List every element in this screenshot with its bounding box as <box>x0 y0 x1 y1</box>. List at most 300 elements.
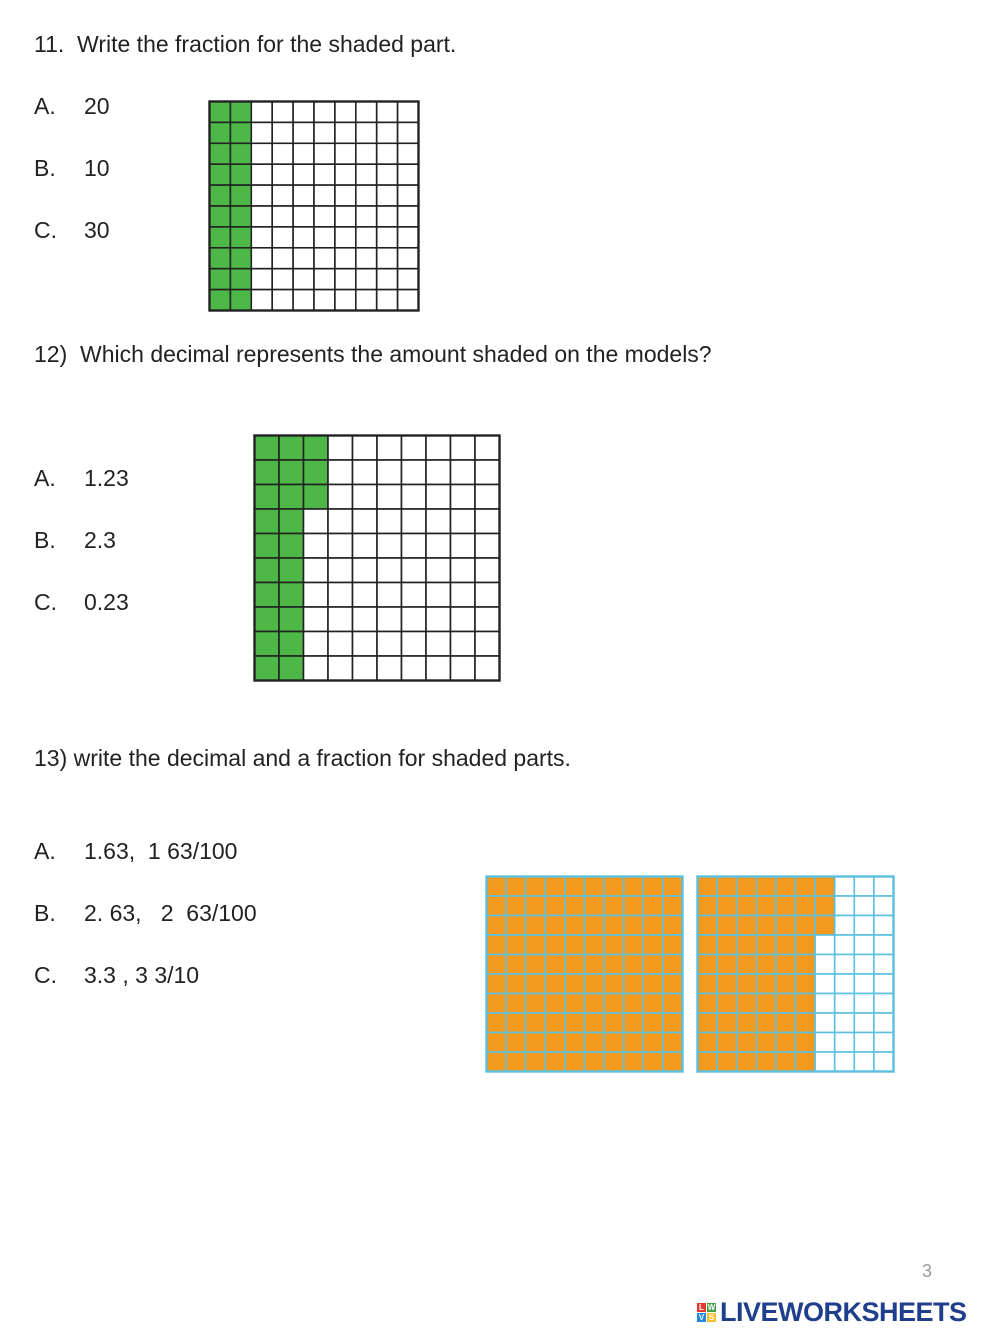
unshaded-cell <box>451 583 476 608</box>
unshaded-cell <box>328 583 353 608</box>
unshaded-cell <box>377 122 398 143</box>
unshaded-cell <box>854 994 874 1014</box>
shaded-cell <box>756 994 776 1014</box>
shaded-cell <box>585 955 605 975</box>
shaded-cell <box>279 460 304 485</box>
unshaded-cell <box>451 632 476 657</box>
shaded-cell <box>756 955 776 975</box>
unshaded-cell <box>304 558 329 583</box>
unshaded-cell <box>874 935 894 955</box>
unshaded-cell <box>356 122 377 143</box>
unshaded-cell <box>377 290 398 311</box>
unshaded-cell <box>835 935 855 955</box>
unshaded-cell <box>293 227 314 248</box>
shaded-cell <box>643 994 663 1014</box>
shaded-cell <box>487 1052 507 1072</box>
question-12-option-c[interactable] <box>34 591 129 614</box>
unshaded-cell <box>314 122 335 143</box>
shaded-cell <box>815 916 835 936</box>
unshaded-cell <box>426 509 451 534</box>
shaded-cell <box>565 916 585 936</box>
shaded-cell <box>796 955 816 975</box>
unshaded-cell <box>874 1013 894 1033</box>
shaded-cell <box>487 1033 507 1053</box>
shaded-cell <box>698 877 718 897</box>
shaded-cell <box>255 656 280 681</box>
shaded-cell <box>545 877 565 897</box>
question-12-prompt: 12) Which decimal represents the amount shaded on the models? <box>34 341 712 367</box>
shaded-cell <box>545 974 565 994</box>
shaded-cell <box>604 974 624 994</box>
shaded-cell <box>776 935 796 955</box>
unshaded-cell <box>815 1052 835 1072</box>
option-text: 20 <box>84 93 110 119</box>
unshaded-cell <box>314 290 335 311</box>
shaded-cell <box>737 955 757 975</box>
option-letter: C. <box>34 962 57 988</box>
option-letter: A. <box>34 93 56 119</box>
shaded-cell <box>737 994 757 1014</box>
shaded-cell <box>756 896 776 916</box>
shaded-cell <box>585 935 605 955</box>
unshaded-cell <box>293 102 314 123</box>
shaded-cell <box>255 436 280 461</box>
shaded-cell <box>506 1033 526 1053</box>
unshaded-cell <box>314 143 335 164</box>
liveworksheets-brand[interactable] <box>697 1297 967 1327</box>
shaded-cell <box>624 1033 644 1053</box>
unshaded-cell <box>451 485 476 510</box>
question-13-option-b[interactable] <box>34 902 257 925</box>
unshaded-cell <box>426 607 451 632</box>
shaded-cell <box>698 1033 718 1053</box>
shaded-cell <box>776 994 796 1014</box>
unshaded-cell <box>854 896 874 916</box>
question-11-option-b[interactable] <box>34 157 110 180</box>
shaded-cell <box>796 994 816 1014</box>
unshaded-cell <box>314 102 335 123</box>
shaded-cell <box>776 974 796 994</box>
unshaded-cell <box>251 185 272 206</box>
shaded-cell <box>526 974 546 994</box>
unshaded-cell <box>475 436 500 461</box>
unshaded-cell <box>451 607 476 632</box>
shaded-cell <box>756 1013 776 1033</box>
unshaded-cell <box>272 206 293 227</box>
unshaded-cell <box>815 1013 835 1033</box>
shaded-cell <box>279 632 304 657</box>
shaded-cell <box>717 974 737 994</box>
unshaded-cell <box>835 974 855 994</box>
shaded-cell <box>255 607 280 632</box>
shaded-cell <box>565 974 585 994</box>
shaded-cell <box>756 1052 776 1072</box>
shaded-cell <box>737 877 757 897</box>
unshaded-cell <box>328 460 353 485</box>
liveworksheets-logo-icon <box>697 1303 716 1322</box>
unshaded-cell <box>377 248 398 269</box>
unshaded-cell <box>475 558 500 583</box>
unshaded-cell <box>451 460 476 485</box>
shaded-cell <box>624 935 644 955</box>
shaded-cell <box>545 896 565 916</box>
shaded-cell <box>815 896 835 916</box>
unshaded-cell <box>426 656 451 681</box>
unshaded-cell <box>874 955 894 975</box>
unshaded-cell <box>426 632 451 657</box>
shaded-cell <box>717 1033 737 1053</box>
shaded-cell <box>776 916 796 936</box>
option-text: 1.63, 1 63/100 <box>84 838 238 864</box>
unshaded-cell <box>272 227 293 248</box>
shaded-cell <box>487 974 507 994</box>
unshaded-cell <box>402 460 427 485</box>
option-text: 2. 63, 2 63/100 <box>84 900 257 926</box>
shaded-cell <box>210 102 231 123</box>
shaded-cell <box>796 1052 816 1072</box>
unshaded-cell <box>874 916 894 936</box>
shaded-cell <box>756 877 776 897</box>
shaded-cell <box>776 1052 796 1072</box>
shaded-cell <box>717 877 737 897</box>
shaded-cell <box>506 896 526 916</box>
shaded-cell <box>279 558 304 583</box>
unshaded-cell <box>854 877 874 897</box>
shaded-cell <box>698 896 718 916</box>
shaded-cell <box>304 460 329 485</box>
unshaded-cell <box>451 558 476 583</box>
unshaded-cell <box>475 460 500 485</box>
unshaded-cell <box>854 1033 874 1053</box>
unshaded-cell <box>328 558 353 583</box>
shaded-cell <box>545 916 565 936</box>
unshaded-cell <box>328 632 353 657</box>
unshaded-cell <box>835 916 855 936</box>
shaded-cell <box>526 1013 546 1033</box>
shaded-cell <box>230 143 251 164</box>
shaded-cell <box>585 916 605 936</box>
question-11-option-a[interactable] <box>34 95 110 118</box>
unshaded-cell <box>402 558 427 583</box>
unshaded-cell <box>377 460 402 485</box>
unshaded-cell <box>874 877 894 897</box>
unshaded-cell <box>835 994 855 1014</box>
shaded-cell <box>663 1033 683 1053</box>
unshaded-cell <box>398 143 419 164</box>
question-11-hundred-grid <box>208 100 420 312</box>
unshaded-cell <box>835 1033 855 1053</box>
shaded-cell <box>737 916 757 936</box>
shaded-cell <box>565 955 585 975</box>
unshaded-cell <box>293 206 314 227</box>
unshaded-cell <box>356 227 377 248</box>
shaded-cell <box>624 1013 644 1033</box>
unshaded-cell <box>272 122 293 143</box>
shaded-cell <box>737 896 757 916</box>
unshaded-cell <box>475 485 500 510</box>
unshaded-cell <box>356 185 377 206</box>
shaded-cell <box>526 1052 546 1072</box>
question-13-hundred-grid-2 <box>696 875 895 1073</box>
shaded-cell <box>230 206 251 227</box>
question-13-prompt: 13) write the decimal and a fraction for shaded parts. <box>34 745 571 771</box>
unshaded-cell <box>398 206 419 227</box>
unshaded-cell <box>426 583 451 608</box>
unshaded-cell <box>854 1013 874 1033</box>
unshaded-cell <box>854 1052 874 1072</box>
shaded-cell <box>506 1052 526 1072</box>
unshaded-cell <box>402 632 427 657</box>
shaded-cell <box>545 1013 565 1033</box>
shaded-cell <box>643 1033 663 1053</box>
unshaded-cell <box>272 290 293 311</box>
unshaded-cell <box>815 1033 835 1053</box>
shaded-cell <box>624 896 644 916</box>
unshaded-cell <box>377 632 402 657</box>
shaded-cell <box>526 896 546 916</box>
unshaded-cell <box>377 164 398 185</box>
unshaded-cell <box>475 607 500 632</box>
shaded-cell <box>663 877 683 897</box>
shaded-cell <box>737 935 757 955</box>
shaded-cell <box>210 227 231 248</box>
shaded-cell <box>698 1052 718 1072</box>
shaded-cell <box>643 974 663 994</box>
shaded-cell <box>624 877 644 897</box>
unshaded-cell <box>402 509 427 534</box>
unshaded-cell <box>402 485 427 510</box>
option-letter: C. <box>34 589 57 615</box>
unshaded-cell <box>377 102 398 123</box>
unshaded-cell <box>402 583 427 608</box>
unshaded-cell <box>835 877 855 897</box>
shaded-cell <box>210 269 231 290</box>
shaded-cell <box>545 1052 565 1072</box>
unshaded-cell <box>377 227 398 248</box>
shaded-cell <box>545 935 565 955</box>
unshaded-cell <box>398 227 419 248</box>
unshaded-cell <box>377 558 402 583</box>
option-letter: A. <box>34 465 56 491</box>
shaded-cell <box>565 1052 585 1072</box>
question-12-option-a[interactable] <box>34 467 129 490</box>
unshaded-cell <box>304 583 329 608</box>
shaded-cell <box>698 1013 718 1033</box>
shaded-cell <box>210 122 231 143</box>
shaded-cell <box>255 509 280 534</box>
unshaded-cell <box>377 509 402 534</box>
shaded-cell <box>604 1013 624 1033</box>
unshaded-cell <box>335 164 356 185</box>
shaded-cell <box>585 1052 605 1072</box>
shaded-cell <box>506 935 526 955</box>
shaded-cell <box>756 974 776 994</box>
unshaded-cell <box>251 290 272 311</box>
shaded-cell <box>698 955 718 975</box>
unshaded-cell <box>272 185 293 206</box>
unshaded-cell <box>335 143 356 164</box>
shaded-cell <box>796 974 816 994</box>
unshaded-cell <box>854 916 874 936</box>
option-letter: B. <box>34 527 56 553</box>
shaded-cell <box>717 896 737 916</box>
unshaded-cell <box>402 607 427 632</box>
unshaded-cell <box>335 206 356 227</box>
shaded-cell <box>526 1033 546 1053</box>
shaded-cell <box>585 994 605 1014</box>
shaded-cell <box>210 206 231 227</box>
unshaded-cell <box>304 632 329 657</box>
option-text: 2.3 <box>84 527 116 553</box>
page-number: 3 <box>922 1261 933 1281</box>
unshaded-cell <box>854 974 874 994</box>
unshaded-cell <box>272 164 293 185</box>
unshaded-cell <box>251 164 272 185</box>
logo-letter: W <box>707 1302 716 1312</box>
shaded-cell <box>230 290 251 311</box>
unshaded-cell <box>835 1052 855 1072</box>
shaded-cell <box>585 1013 605 1033</box>
unshaded-cell <box>328 485 353 510</box>
unshaded-cell <box>353 632 378 657</box>
unshaded-cell <box>314 269 335 290</box>
shaded-cell <box>643 1052 663 1072</box>
shaded-cell <box>717 935 737 955</box>
unshaded-cell <box>398 164 419 185</box>
shaded-cell <box>663 955 683 975</box>
unshaded-cell <box>335 102 356 123</box>
shaded-cell <box>643 896 663 916</box>
shaded-cell <box>796 1013 816 1033</box>
shaded-cell <box>585 1033 605 1053</box>
shaded-cell <box>565 994 585 1014</box>
shaded-cell <box>487 935 507 955</box>
unshaded-cell <box>251 206 272 227</box>
unshaded-cell <box>304 607 329 632</box>
unshaded-cell <box>251 227 272 248</box>
shaded-cell <box>210 290 231 311</box>
shaded-cell <box>717 994 737 1014</box>
shaded-cell <box>545 1033 565 1053</box>
question-12-option-b[interactable] <box>34 529 116 552</box>
unshaded-cell <box>426 436 451 461</box>
shaded-cell <box>585 974 605 994</box>
shaded-cell <box>279 607 304 632</box>
unshaded-cell <box>835 1013 855 1033</box>
shaded-cell <box>776 955 796 975</box>
unshaded-cell <box>426 558 451 583</box>
option-letter: A. <box>34 838 56 864</box>
unshaded-cell <box>815 974 835 994</box>
option-letter: B. <box>34 900 56 926</box>
unshaded-cell <box>251 143 272 164</box>
logo-letter: V <box>698 1312 705 1322</box>
unshaded-cell <box>304 509 329 534</box>
shaded-cell <box>304 485 329 510</box>
shaded-cell <box>526 955 546 975</box>
shaded-cell <box>279 485 304 510</box>
unshaded-cell <box>353 436 378 461</box>
shaded-cell <box>737 974 757 994</box>
shaded-cell <box>210 143 231 164</box>
unshaded-cell <box>402 656 427 681</box>
shaded-cell <box>279 509 304 534</box>
question-13-hundred-grid-1 <box>485 875 684 1073</box>
unshaded-cell <box>293 290 314 311</box>
unshaded-cell <box>251 269 272 290</box>
shaded-cell <box>717 1013 737 1033</box>
unshaded-cell <box>475 656 500 681</box>
unshaded-cell <box>874 974 894 994</box>
unshaded-cell <box>328 607 353 632</box>
option-letter: C. <box>34 217 57 243</box>
unshaded-cell <box>272 248 293 269</box>
shaded-cell <box>624 955 644 975</box>
unshaded-cell <box>272 143 293 164</box>
unshaded-cell <box>335 290 356 311</box>
shaded-cell <box>796 896 816 916</box>
shaded-cell <box>565 1013 585 1033</box>
unshaded-cell <box>328 436 353 461</box>
shaded-cell <box>526 916 546 936</box>
question-11-prompt: 11. Write the fraction for the shaded part. <box>34 31 457 57</box>
shaded-cell <box>565 877 585 897</box>
unshaded-cell <box>398 185 419 206</box>
unshaded-cell <box>475 632 500 657</box>
unshaded-cell <box>398 122 419 143</box>
unshaded-cell <box>353 509 378 534</box>
unshaded-cell <box>314 185 335 206</box>
unshaded-cell <box>356 102 377 123</box>
unshaded-cell <box>451 656 476 681</box>
unshaded-cell <box>815 994 835 1014</box>
unshaded-cell <box>451 509 476 534</box>
unshaded-cell <box>475 583 500 608</box>
shaded-cell <box>624 974 644 994</box>
shaded-cell <box>776 1013 796 1033</box>
question-13-option-a[interactable] <box>34 840 237 863</box>
unshaded-cell <box>398 269 419 290</box>
shaded-cell <box>545 955 565 975</box>
unshaded-cell <box>402 436 427 461</box>
shaded-cell <box>487 955 507 975</box>
unshaded-cell <box>293 269 314 290</box>
unshaded-cell <box>335 269 356 290</box>
unshaded-cell <box>335 185 356 206</box>
unshaded-cell <box>815 955 835 975</box>
shaded-cell <box>796 877 816 897</box>
unshaded-cell <box>377 436 402 461</box>
shaded-cell <box>698 994 718 1014</box>
unshaded-cell <box>293 248 314 269</box>
question-11-option-c[interactable] <box>34 219 110 242</box>
question-13-option-c[interactable] <box>34 964 199 987</box>
unshaded-cell <box>314 164 335 185</box>
shaded-cell <box>565 1033 585 1053</box>
shaded-cell <box>756 916 776 936</box>
unshaded-cell <box>328 509 353 534</box>
shaded-cell <box>663 974 683 994</box>
unshaded-cell <box>356 164 377 185</box>
unshaded-cell <box>475 509 500 534</box>
shaded-cell <box>663 916 683 936</box>
unshaded-cell <box>426 485 451 510</box>
shaded-cell <box>304 436 329 461</box>
unshaded-cell <box>356 248 377 269</box>
shaded-cell <box>526 935 546 955</box>
shaded-cell <box>506 877 526 897</box>
shaded-cell <box>230 122 251 143</box>
